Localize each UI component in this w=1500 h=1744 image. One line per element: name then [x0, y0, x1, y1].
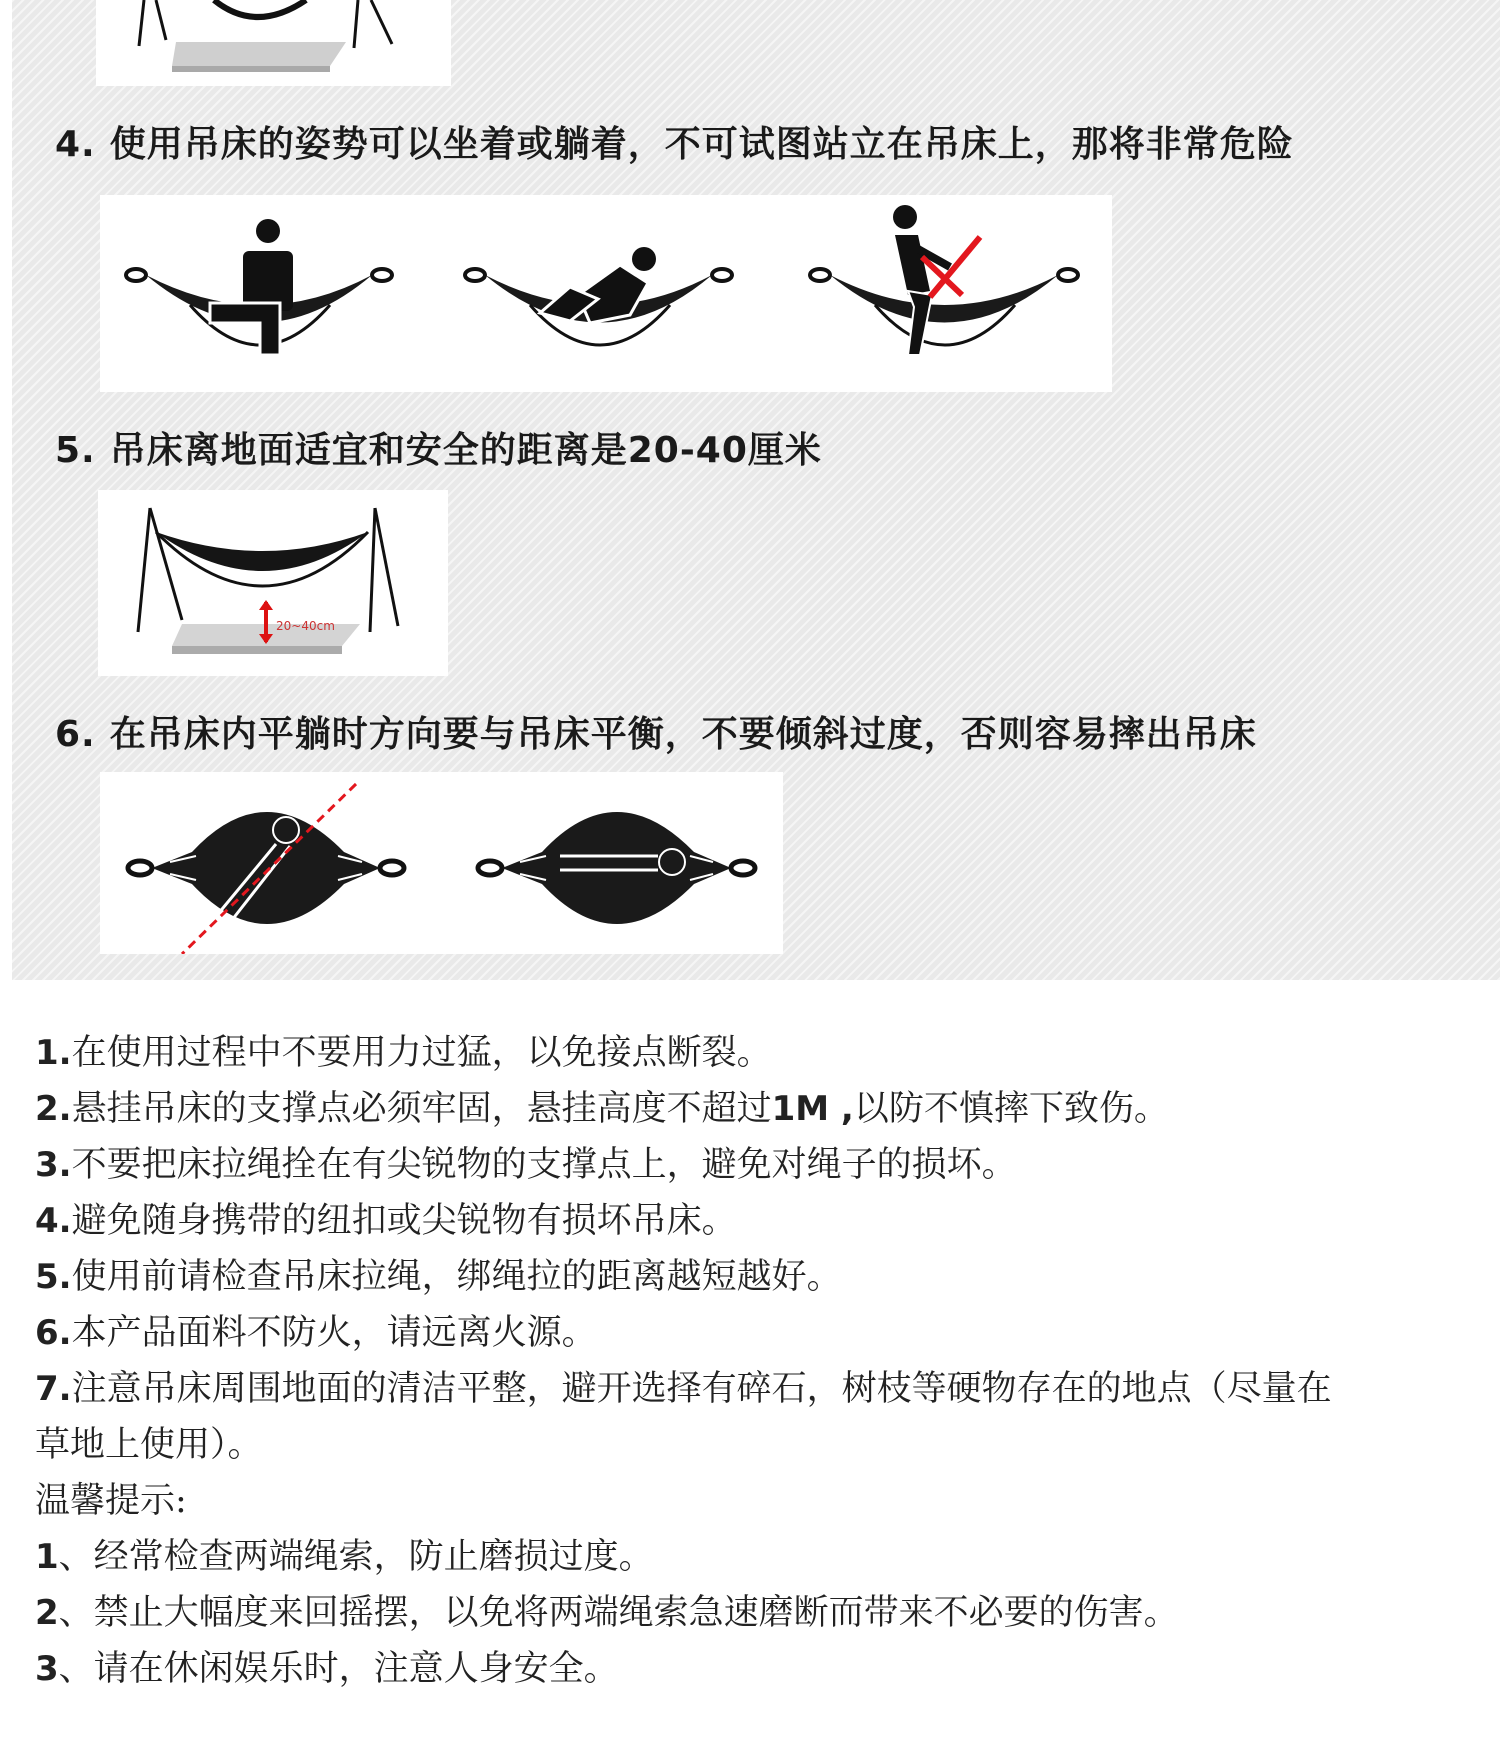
- straight-lying-icon: [478, 812, 755, 924]
- note-item: 7.注意吊床周围地面的清洁平整，避开选择有碎石，树枝等硬物存在的地点（尽量在: [35, 1369, 1332, 1409]
- note-item: 6.本产品面料不防火，请远离火源。: [35, 1313, 597, 1353]
- section-4-heading: 4. 使用吊床的姿势可以坐着或躺着，不可试图站立在吊床上，那将非常危险: [55, 124, 1294, 165]
- note-item: 2.悬挂吊床的支撑点必须牢固，悬挂高度不超过1M ,以防不慎摔下致伤。: [35, 1089, 1169, 1129]
- usage-notes: [35, 1025, 1485, 1697]
- note-item: 3.不要把床拉绳拴在有尖锐物的支撑点上，避免对绳子的损坏。: [35, 1145, 1017, 1185]
- note-item-continuation: 草地上使用）。: [35, 1425, 263, 1465]
- forbidden-cross-icon: [922, 237, 980, 297]
- lying-person-icon: [465, 247, 732, 345]
- note-item: 1.在使用过程中不要用力过猛，以免接点断裂。: [35, 1033, 772, 1073]
- section-6-heading: 6. 在吊床内平躺时方向要与吊床平衡，不要倾斜过度，否则容易摔出吊床: [55, 714, 1257, 755]
- tip-item: 2、禁止大幅度来回摇摆，以免将两端绳索急速磨断而带来不必要的伤害。: [35, 1593, 1179, 1633]
- tip-item: 3、请在休闲娱乐时，注意人身安全。: [35, 1649, 619, 1689]
- tip-item: 1、经常检查两端绳索，防止磨损过度。: [35, 1537, 654, 1577]
- height-range-label: 20~40cm: [276, 619, 335, 633]
- note-item: 4.避免随身携带的纽扣或尖锐物有损坏吊床。: [35, 1201, 737, 1241]
- section-5-heading: 5. 吊床离地面适宜和安全的距离是20-40厘米: [55, 430, 822, 471]
- sitting-person-icon: [126, 219, 392, 355]
- orientation-illustration: [100, 772, 783, 954]
- posture-illustration: [100, 195, 1112, 392]
- stand-illustration-partial: [96, 0, 451, 86]
- tilted-lying-icon: [128, 784, 404, 954]
- note-item: 5.使用前请检查吊床拉绳，绑绳拉的距离越短越好。: [35, 1257, 842, 1297]
- tips-title: 温馨提示:: [35, 1481, 187, 1521]
- height-illustration: [98, 490, 448, 676]
